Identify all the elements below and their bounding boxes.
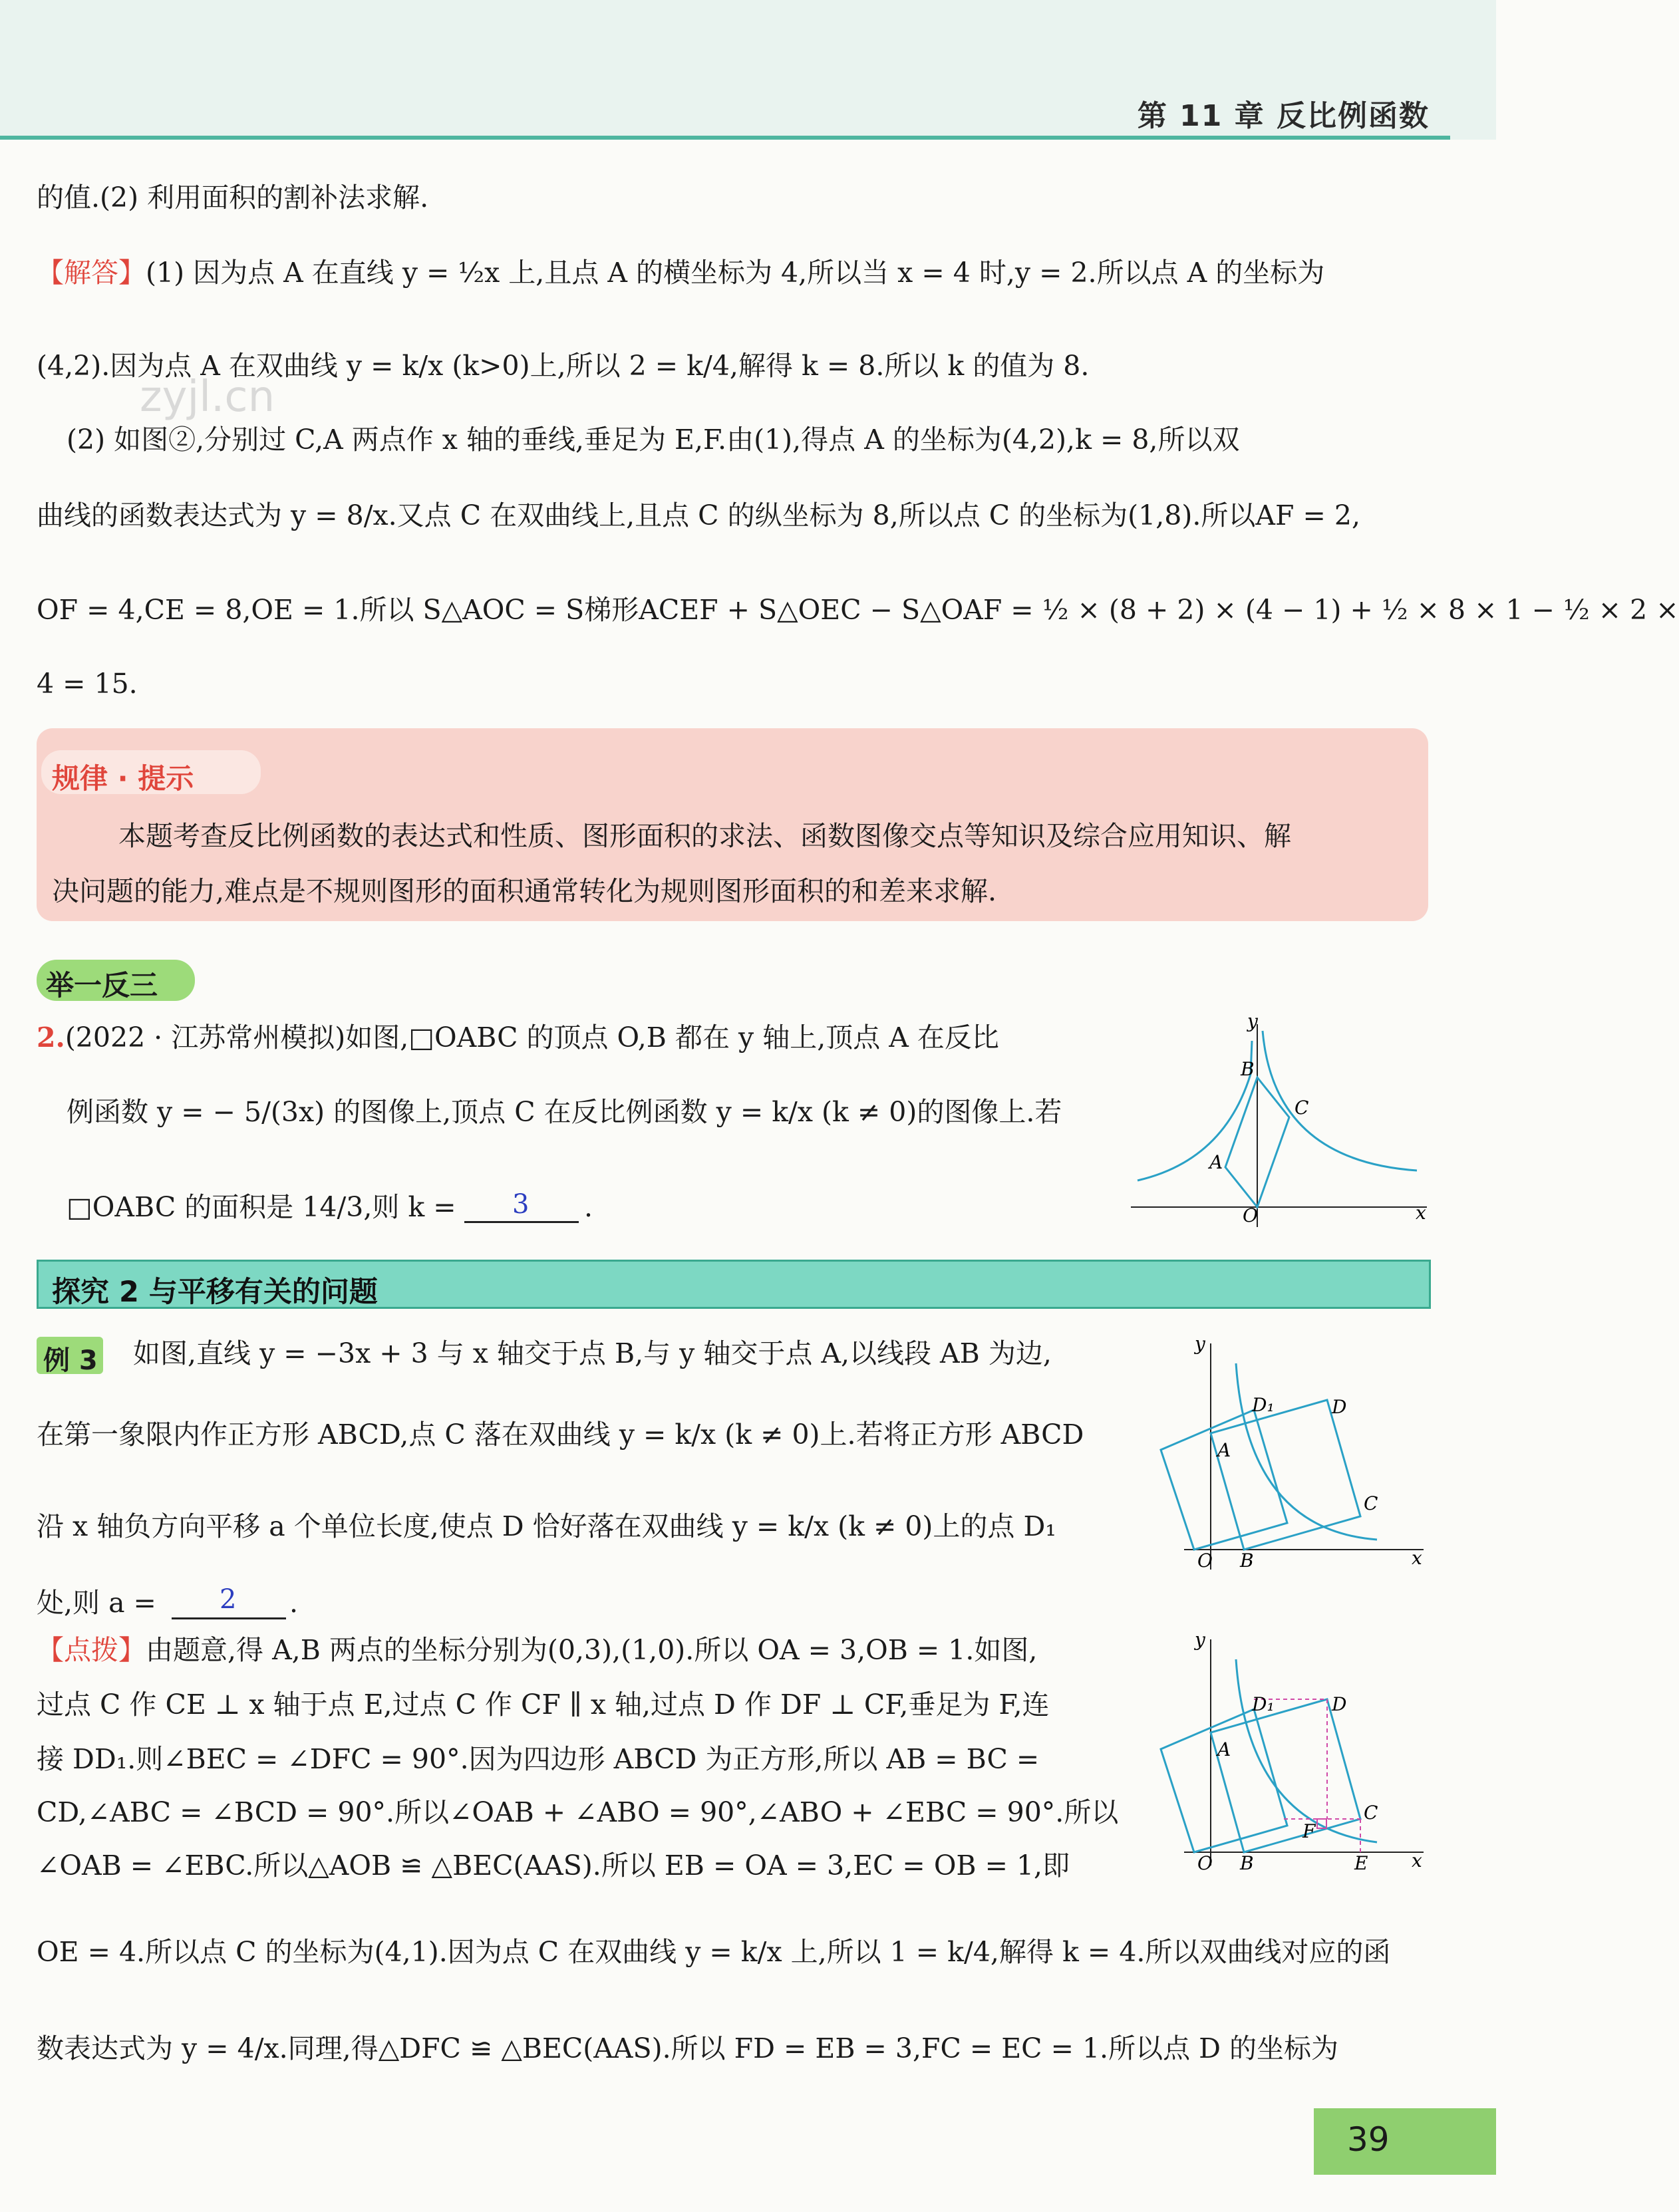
- label-B: B: [1240, 1550, 1254, 1572]
- header-rule: [0, 136, 1450, 140]
- solution-line-4: (2) 如图②,分别过 C,A 两点作 x 轴的垂线,垂足为 E,F.由(1),得点 A 的坐标为(4,2),k = 8,所以双: [67, 424, 1240, 456]
- hyperbola: [1236, 1659, 1377, 1842]
- label-O: O: [1197, 1852, 1213, 1874]
- practice-line-3: □OABC 的面积是 14/3,则 k =: [67, 1191, 456, 1223]
- label-y: y: [1195, 1333, 1205, 1355]
- label-D: D: [1332, 1396, 1347, 1418]
- label-C: C: [1364, 1802, 1378, 1824]
- label-A: A: [1217, 1738, 1231, 1760]
- square-ABCD: [1211, 1699, 1360, 1852]
- label-x: x: [1416, 1202, 1426, 1224]
- watermark: zyjl.cn: [140, 372, 275, 422]
- example-answer: 2: [220, 1584, 237, 1615]
- practice-answer-blank: [464, 1221, 579, 1223]
- label-y: y: [1247, 1010, 1258, 1032]
- tip-title: 规律 · 提示: [52, 762, 194, 795]
- practice-line-1: 2.(2022 · 江苏常州模拟)如图,□OABC 的顶点 O,B 都在 y 轴上,顶点 A 在反比: [37, 1022, 999, 1053]
- solution-line-3: (4,2).因为点 A 在双曲线 y = k/x (k>0)上,所以 2 = k/4,解得 k = 8.所以 k 的值为 8.: [37, 350, 1090, 382]
- example-tag: 例 3: [37, 1337, 103, 1374]
- practice-answer: 3: [512, 1189, 530, 1220]
- solution-line-7: 4 = 15.: [37, 668, 138, 700]
- label-D1: D₁: [1252, 1394, 1275, 1416]
- hint-line-5: ∠OAB = ∠EBC.所以△AOB ≌ △BEC(AAS).所以 EB = OA = 3,EC = OB = 1,即: [37, 1850, 1070, 1881]
- label-C: C: [1295, 1097, 1309, 1119]
- hint-line-4: CD,∠ABC = ∠BCD = 90°.所以∠OAB + ∠ABO = 90°,∠ABO + ∠EBC = 90°.所以: [37, 1796, 1119, 1828]
- practice-tag: 举一反三: [37, 960, 195, 1001]
- label-D: D: [1332, 1693, 1347, 1715]
- practice-period: .: [584, 1191, 593, 1223]
- solution-line-6: OF = 4,CE = 8,OE = 1.所以 S△AOC = S梯形ACEF + S△OEC − S△OAF = ½ × (8 + 2) × (4 − 1) + ½ × 8 × 1 − ½ × 2 ×: [37, 594, 1679, 626]
- hint-line-7: 数表达式为 y = 4/x.同理,得△DFC ≌ △BEC(AAS).所以 FD = EB = 3,FC = EC = 1.所以点 D 的坐标为: [37, 2032, 1339, 2064]
- example-answer-blank: [172, 1617, 286, 1619]
- example-figure-1: [1151, 1330, 1430, 1576]
- section-header: 探究 2 与平移有关的问题: [37, 1260, 1431, 1309]
- label-A: A: [1217, 1439, 1231, 1461]
- example-figure-2: [1151, 1626, 1430, 1872]
- practice-figure: [1124, 1010, 1437, 1227]
- example-line-3: 沿 x 轴负方向平移 a 个单位长度,使点 D 恰好落在双曲线 y = k/x (k ≠ 0)上的点 D₁: [37, 1510, 1056, 1542]
- tip-line-1: 本题考查反比例函数的表达式和性质、图形面积的求法、函数图像交点等知识及综合应用知识、解: [118, 820, 1291, 852]
- tip-line-2: 决问题的能力,难点是不规则图形的面积通常转化为规则图形面积的和差来求解.: [52, 875, 997, 907]
- curve-right: [1263, 1031, 1417, 1171]
- curve-left: [1138, 1041, 1252, 1180]
- label-E: E: [1354, 1852, 1368, 1874]
- chapter-title: 第 11 章 反比例函数: [1137, 99, 1430, 133]
- label-B: B: [1240, 1852, 1254, 1874]
- label-O: O: [1197, 1550, 1213, 1572]
- label-D1: D₁: [1252, 1693, 1275, 1715]
- solution-line-2: 【解答】(1) 因为点 A 在直线 y = ½x 上,且点 A 的横坐标为 4,所以当 x = 4 时,y = 2.所以点 A 的坐标为: [37, 257, 1325, 289]
- solution-line-1: 的值.(2) 利用面积的割补法求解.: [37, 182, 429, 213]
- hint-line-2: 过点 C 作 CE ⊥ x 轴于点 E,过点 C 作 CF ∥ x 轴,过点 D 作 DF ⊥ CF,垂足为 F,连: [37, 1689, 1050, 1721]
- example-period: .: [289, 1587, 299, 1619]
- label-x: x: [1412, 1850, 1422, 1871]
- label-F: F: [1302, 1820, 1316, 1842]
- label-A: A: [1209, 1151, 1223, 1173]
- square-ABCD: [1211, 1400, 1360, 1550]
- example-line-1: 如图,直线 y = −3x + 3 与 x 轴交于点 B,与 y 轴交于点 A,以线段 AB 为边,: [133, 1337, 1052, 1369]
- hyperbola: [1236, 1363, 1377, 1540]
- hint-line-1: 【点拨】由题意,得 A,B 两点的坐标分别为(0,3),(1,0).所以 OA = 3,OB = 1.如图,: [37, 1634, 1038, 1666]
- label-C: C: [1364, 1492, 1378, 1514]
- hint-line-6: OE = 4.所以点 C 的坐标为(4,1).因为点 C 在双曲线 y = k/x 上,所以 1 = k/4,解得 k = 4.所以双曲线对应的函: [37, 1936, 1391, 1968]
- page-number-tab: 39: [1314, 2108, 1496, 2175]
- label-B: B: [1241, 1058, 1255, 1080]
- example-line-2: 在第一象限内作正方形 ABCD,点 C 落在双曲线 y = k/x (k ≠ 0)上.若将正方形 ABCD: [37, 1419, 1084, 1451]
- hint-line-3: 接 DD₁.则∠BEC = ∠DFC = 90°.因为四边形 ABCD 为正方形,所以 AB = BC =: [37, 1743, 1040, 1775]
- label-y: y: [1195, 1629, 1205, 1651]
- answer-tag: 【解答】: [37, 257, 146, 289]
- practice-line-2: 例函数 y = − 5/(3x) 的图像上,顶点 C 在反比例函数 y = k/x (k ≠ 0)的图像上.若: [67, 1096, 1062, 1128]
- example-line-4: 处,则 a =: [37, 1587, 156, 1619]
- label-x: x: [1412, 1547, 1422, 1569]
- label-O: O: [1243, 1204, 1258, 1226]
- hint-tag: 【点拨】: [37, 1634, 146, 1666]
- solution-line-5: 曲线的函数表达式为 y = 8/x.又点 C 在双曲线上,且点 C 的纵坐标为 8,所以点 C 的坐标为(1,8).所以AF = 2,: [37, 499, 1360, 531]
